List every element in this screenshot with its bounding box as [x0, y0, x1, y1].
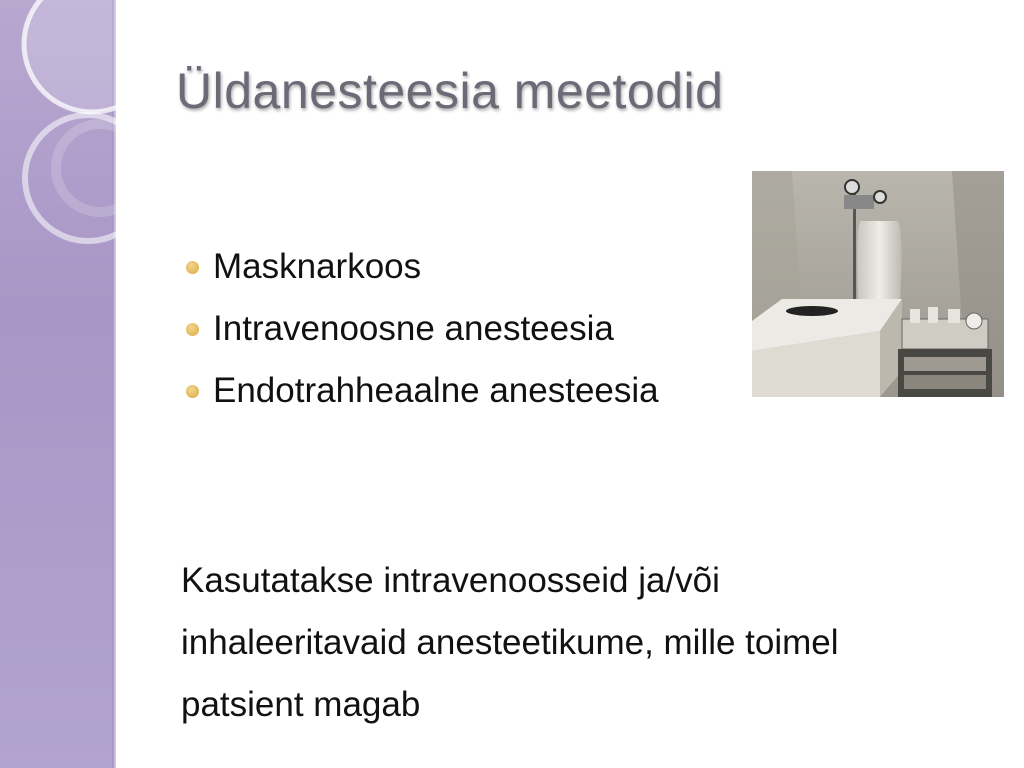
bullet-text: Endotrahheaalne anesteesia — [213, 371, 659, 410]
paragraph-line: Kasutatakse intravenoosseid ja/või — [181, 561, 720, 600]
bullet-list — [186, 236, 659, 422]
bullet-text: Intravenoosne anesteesia — [213, 309, 614, 348]
bullet-item — [186, 236, 659, 298]
bullet-item — [186, 298, 659, 360]
bullet-text: Masknarkoos — [213, 247, 422, 286]
bullet-item — [186, 360, 659, 422]
bullet-dot-icon — [186, 261, 199, 274]
slide-title: Üldanesteesia meetodid — [176, 63, 724, 119]
paragraph-line: patsient magab — [181, 685, 421, 724]
anesthesia-equipment-photo — [752, 171, 1004, 397]
description-paragraph — [181, 550, 981, 736]
decorative-circles — [0, 0, 200, 300]
paragraph-line: inhaleeritavaid anesteetikume, mille toimel — [181, 623, 839, 662]
bullet-dot-icon — [186, 385, 199, 398]
bullet-dot-icon — [186, 323, 199, 336]
